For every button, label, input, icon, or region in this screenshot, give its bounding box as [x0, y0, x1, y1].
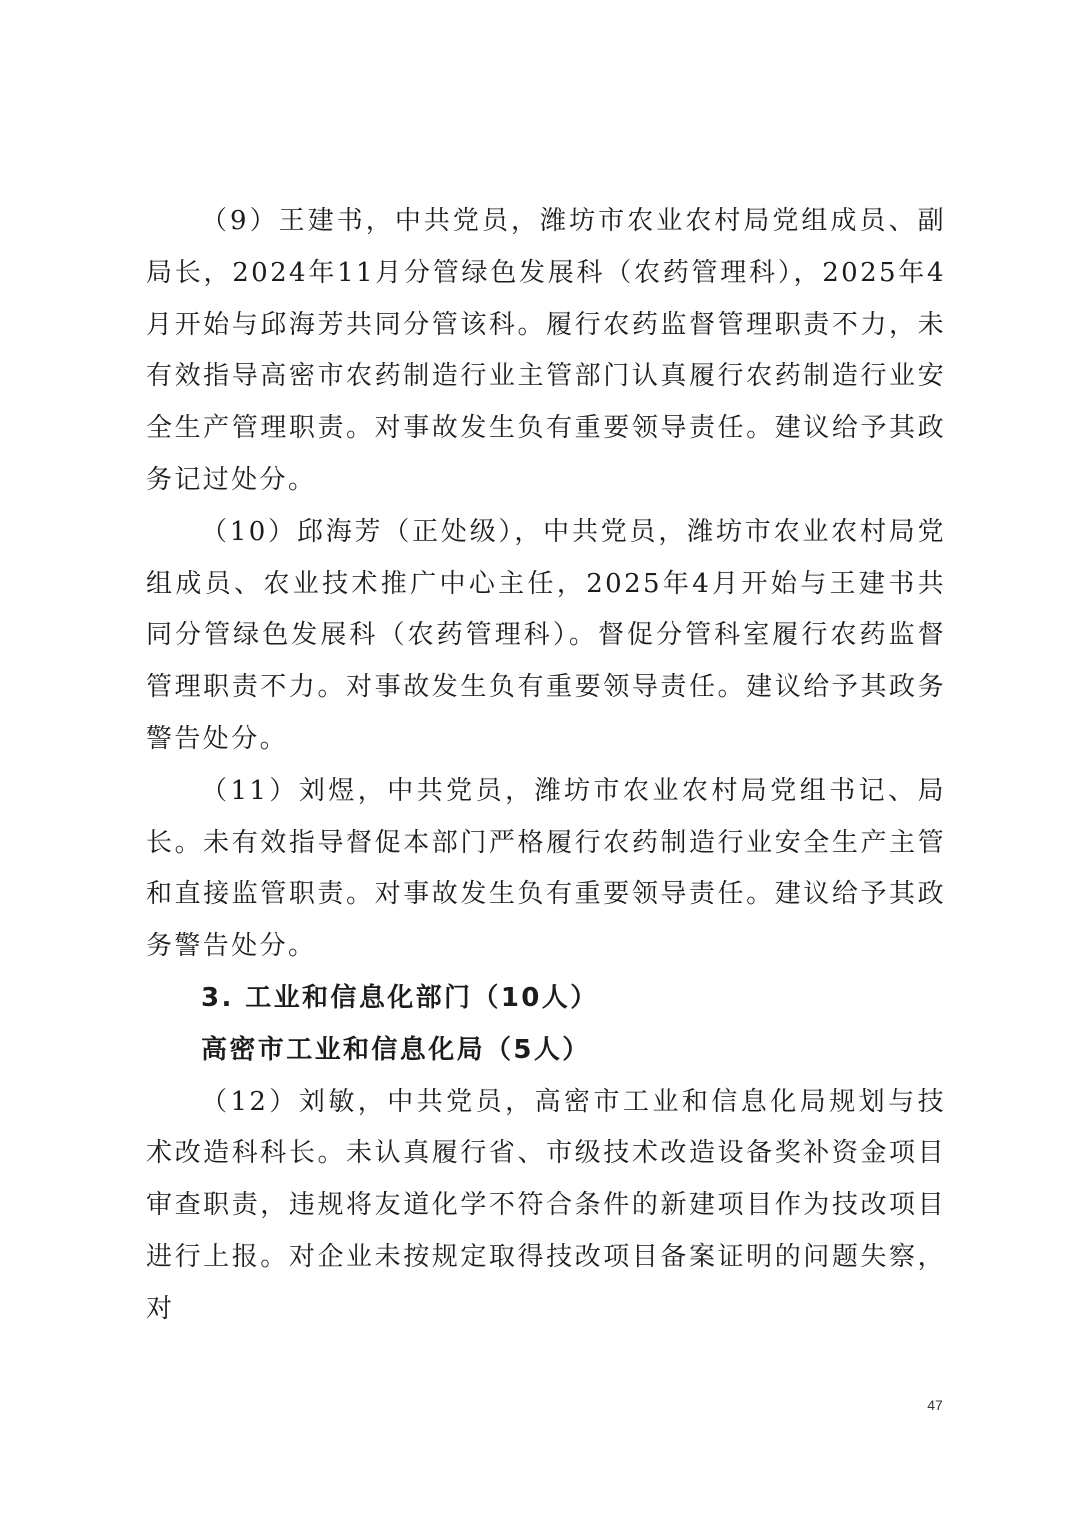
paragraph-item-9: （9）王建书，中共党员，潍坊市农业农村局党组成员、副局长，2024年11月分管绿色发展科（农药管理科），2025年4月开始与邱海芳共同分管该科。履行农药监督管理职责不力，未有效指导高密市农药制造行业主管部门认真履行农药制造行业安全生产管理职责。对事故发生负有重要领导责任。建议给予其政务记过处分。 [146, 206, 946, 495]
paragraph-item-10: （10）邱海芳（正处级），中共党员，潍坊市农业农村局党组成员、农业技术推广中心主任，2025年4月开始与王建书共同分管绿色发展科（农药管理科）。督促分管科室履行农药监督管理职责不力。对事故发生负有重要领导责任。建议给予其政务警告处分。 [146, 516, 946, 754]
document-body [146, 196, 946, 1336]
paragraph-item-12: （12）刘敏，中共党员，高密市工业和信息化局规划与技术改造科科长。未认真履行省、市级技术改造设备奖补资金项目审查职责，违规将友道化学不符合条件的新建项目作为技改项目进行上报。对企业未按规定取得技改项目备案证明的问题失察，对 [146, 1086, 946, 1324]
subsection-heading-gaomi-bureau: 高密市工业和信息化局（5人） [201, 1034, 591, 1065]
paragraph-item-11: （11）刘煜，中共党员，潍坊市农业农村局党组书记、局长。未有效指导督促本部门严格履行农药制造行业安全生产主管和直接监管职责。对事故发生负有重要领导责任。建议给予其政务警告处分。 [146, 775, 946, 962]
section-heading-industry-it: 3. 工业和信息化部门（10人） [201, 982, 599, 1013]
page-number: 47 [927, 1397, 943, 1413]
